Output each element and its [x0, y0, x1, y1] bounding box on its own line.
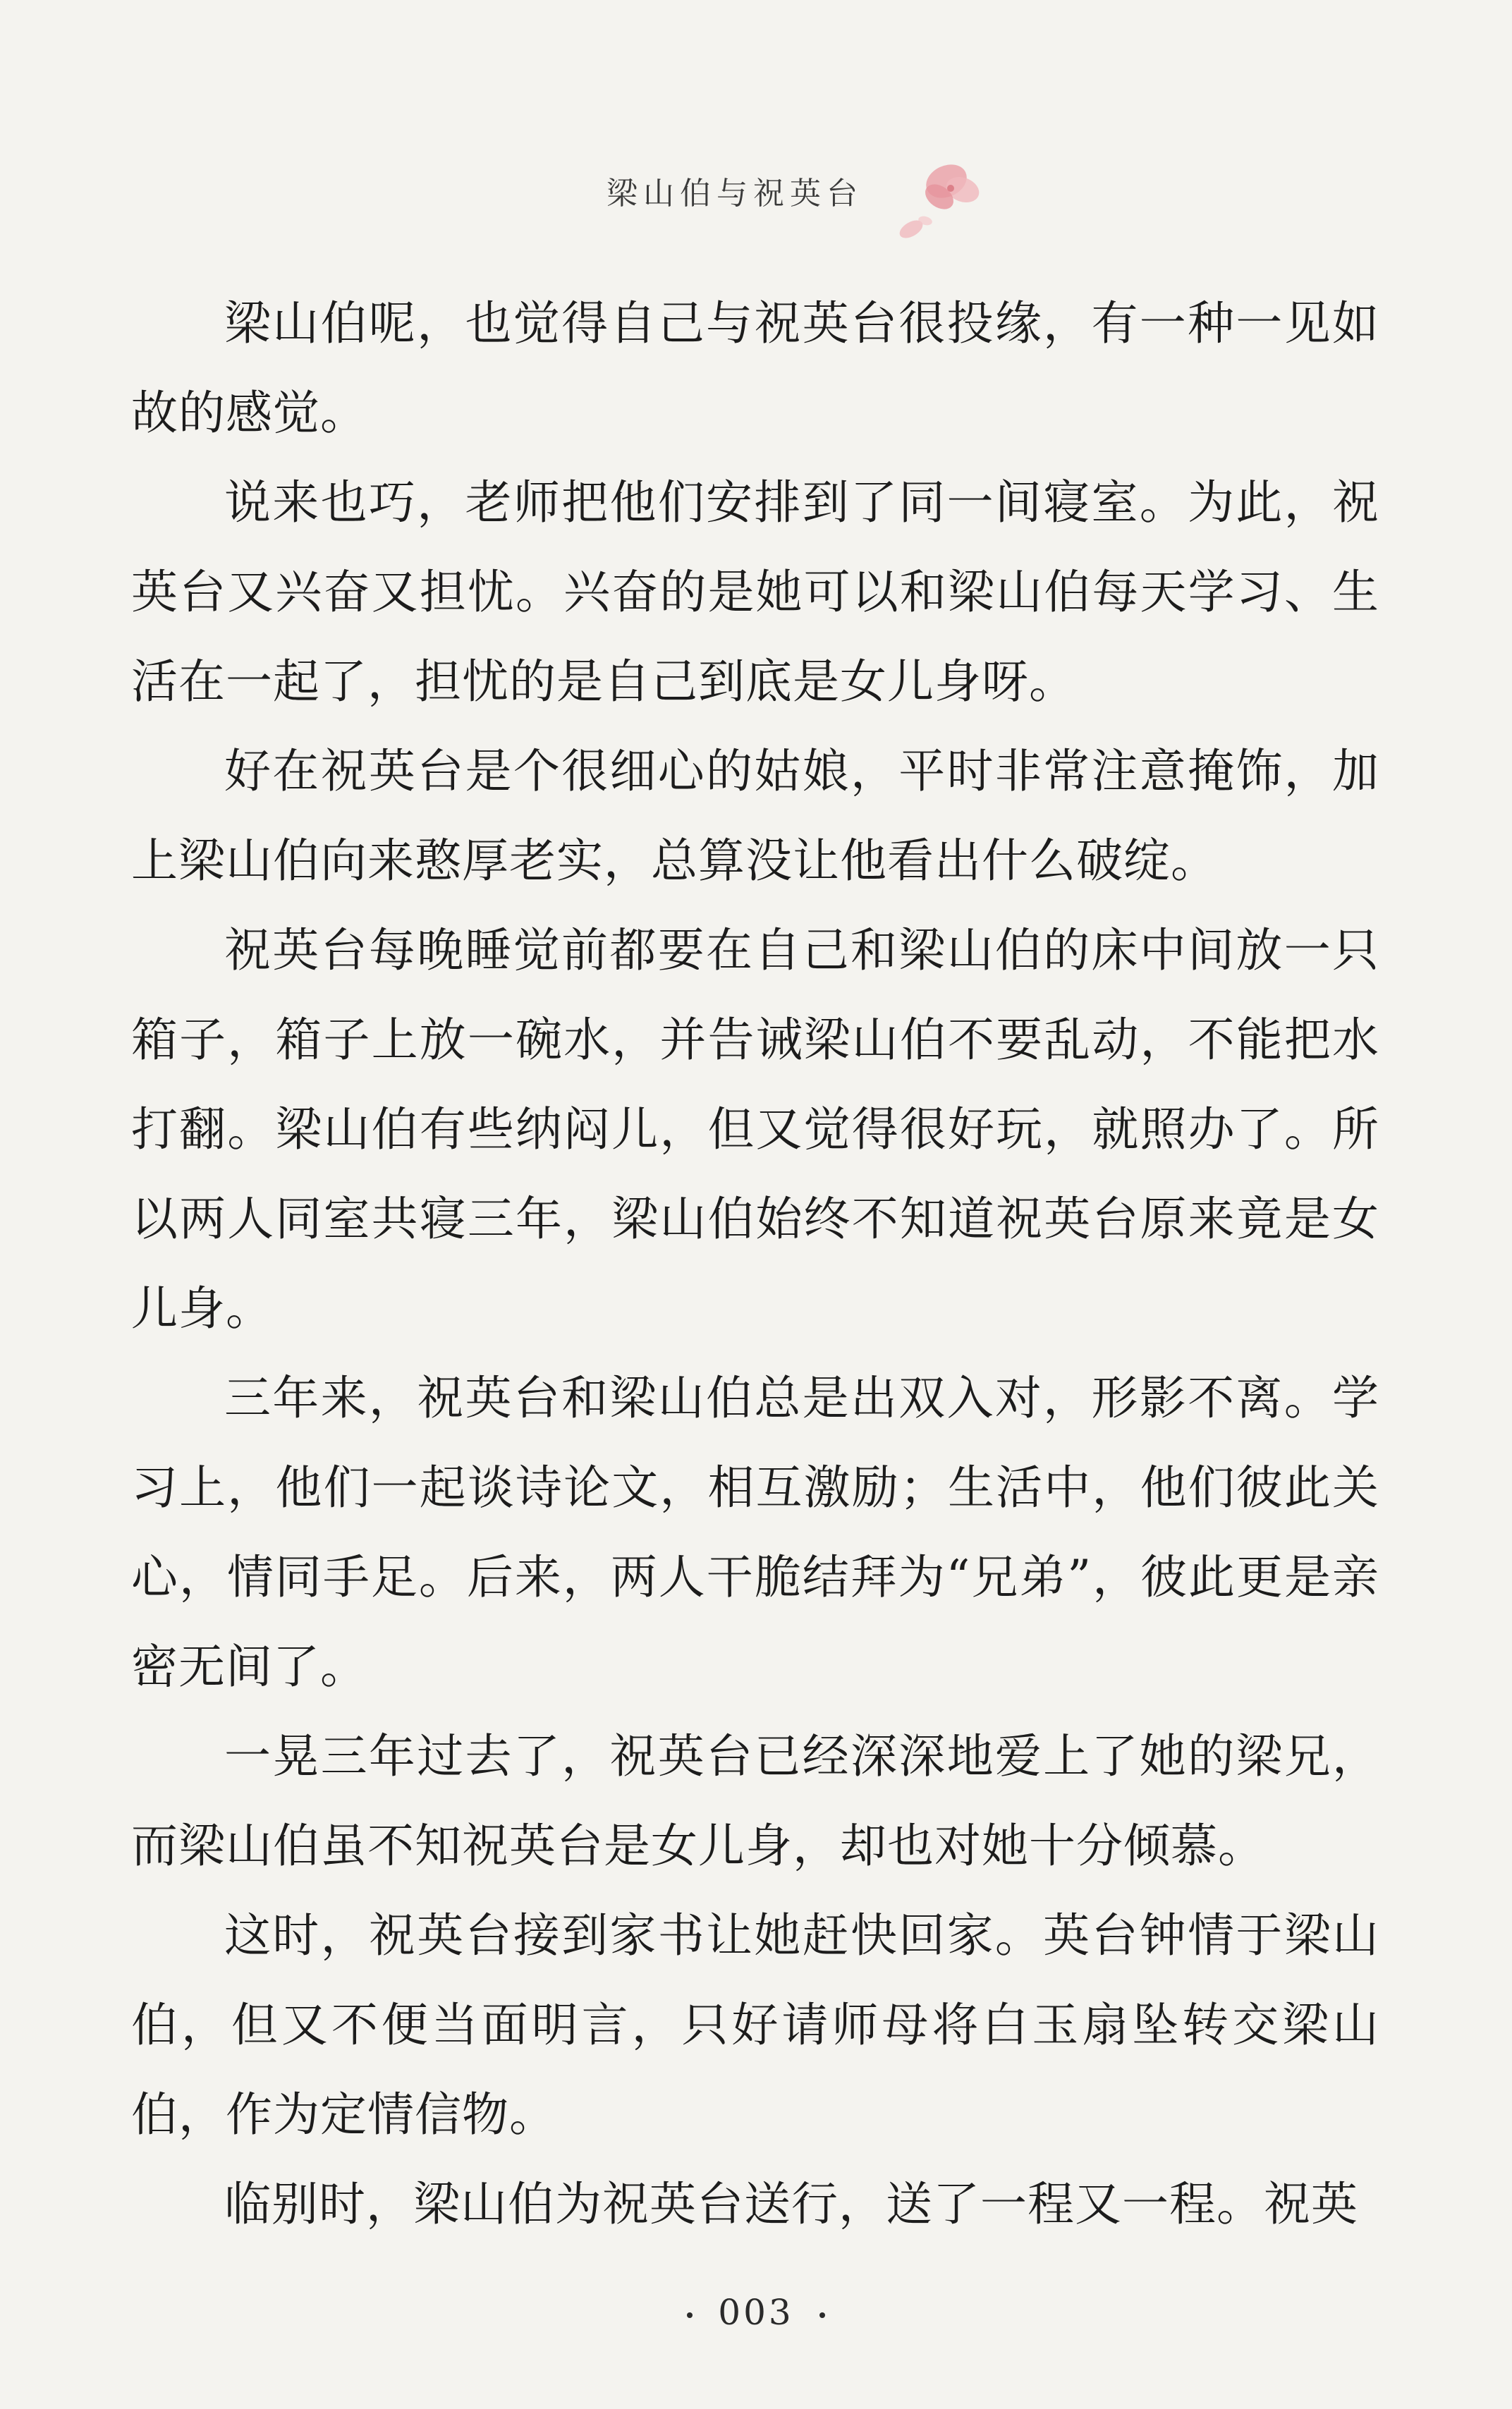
running-header [0, 168, 1512, 213]
page-number-text: 003 [718, 2292, 794, 2333]
plum-blossom-petals-icon [874, 145, 994, 250]
paragraph: 梁山伯呢，也觉得自己与祝英台很投缘，有一种一见如故的感觉。 [131, 296, 1379, 440]
paragraph: 这时，祝英台接到家书让她赶快回家。英台钟情于梁山伯，但又不便当面明言，只好请师母将白玉扇坠转交梁山伯，作为定情信物。 [131, 1908, 1379, 2142]
paragraph: 临别时，梁山伯为祝英台送行，送了一程又一程。祝英 [224, 2177, 1358, 2231]
paragraph: 一晃三年过去了，祝英台已经深深地爱上了她的梁兄，而梁山伯虽不知祝英台是女儿身，却也对她十分倾慕。 [131, 1729, 1379, 1873]
page-number [0, 2292, 1512, 2333]
folio-dot-left [687, 2312, 693, 2318]
folio-dot-right [819, 2312, 825, 2318]
paragraph: 说来也巧，老师把他们安排到了同一间寝室。为此，祝英台又兴奋又担忧。兴奋的是她可以和梁山伯每天学习、生活在一起了，担忧的是自己到底是女儿身呀。 [131, 475, 1379, 709]
paragraph: 好在祝英台是个很细心的姑娘，平时非常注意掩饰，加上梁山伯向来憨厚老实，总算没让他看出什么破绽。 [131, 744, 1379, 888]
running-title: 梁山伯与祝英台 [606, 176, 863, 212]
body-text [131, 279, 1379, 2249]
paragraph: 三年来，祝英台和梁山伯总是出双入对，形影不离。学习上，他们一起谈诗论文，相互激励；生活中，他们彼此关心，情同手足。后来，两人干脆结拜为“兄弟”，彼此更是亲密无间了。 [131, 1371, 1379, 1694]
paragraph: 祝英台每晚睡觉前都要在自己和梁山伯的床中间放一只箱子，箱子上放一碗水，并告诫梁山伯不要乱动，不能把水打翻。梁山伯有些纳闷儿，但又觉得很好玩，就照办了。所以两人同室共寝三年，梁山伯始终不知道祝英台原来竟是女儿身。 [131, 923, 1379, 1336]
